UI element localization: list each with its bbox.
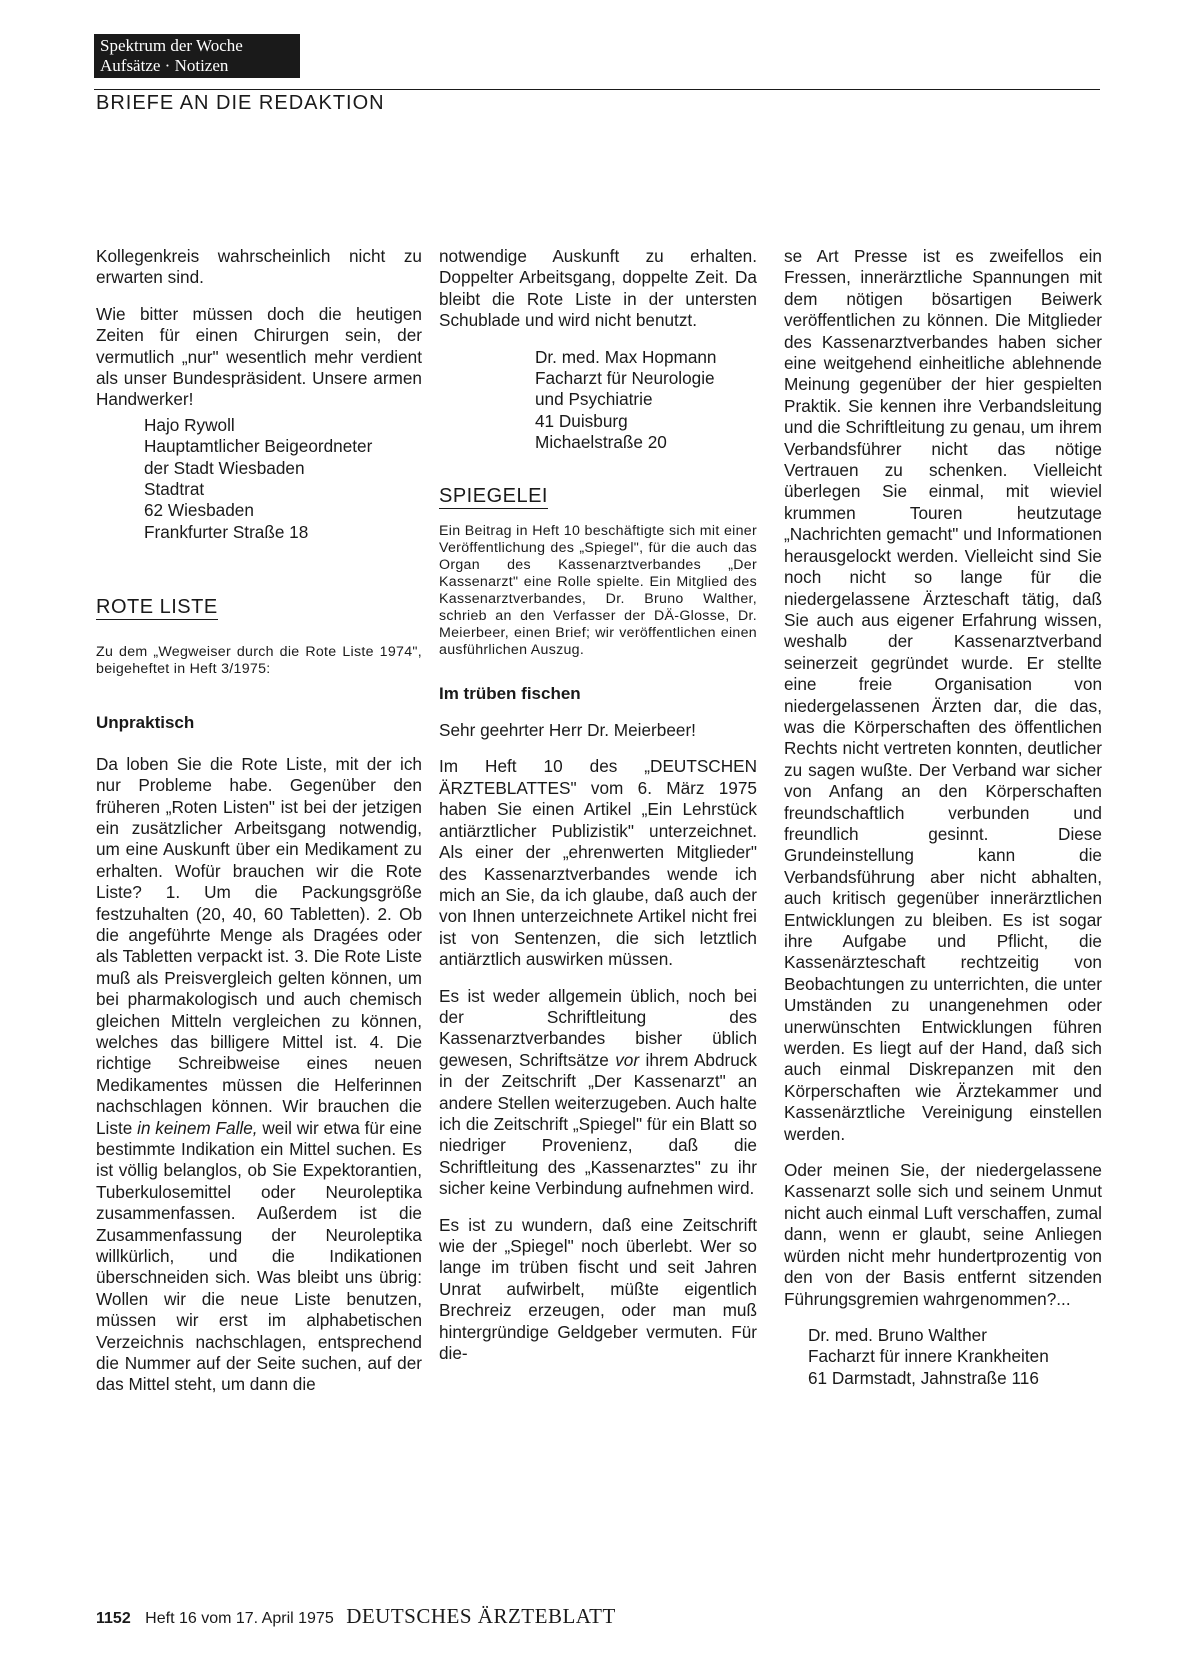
- signature-line: Frankfurter Straße 18: [144, 521, 309, 542]
- signature-line: Facharzt für Neurologie: [535, 368, 715, 389]
- col2-paragraph-1: notwendige Auskunft zu erhalten. Doppelter Arbeitsgang, doppelte Zeit. Da bleibt die Rote Liste in der untersten Schublade und wird nicht benutzt.: [439, 246, 757, 331]
- column-3: [784, 246, 1102, 1389]
- signature-hopmann: [439, 347, 757, 454]
- subhead-unpraktisch: Unpraktisch: [96, 713, 195, 733]
- col1-paragraph-2: Wie bitter müssen doch die heutigen Zeiten für einen Chirurgen sein, der vermutlich „nur" wesentlich mehr verdient als unser Bundespräsident. Unsere armen Handwerker!: [96, 303, 422, 410]
- signature-line: Facharzt für innere Krankheiten: [808, 1346, 1049, 1367]
- col2-paragraph-4: Es ist zu wundern, daß eine Zeitschrift wie der „Spiegel" noch überlebt. Wer so lange im trüben fischt und seit Jahren Unrat aufwirbelt, müßte eigentlich Brechreiz erzeugen, oder man muß hintergründige Geldgeber vermuten. Für die-: [439, 1214, 757, 1364]
- col3-paragraph-1: se Art Presse ist es zweifellos ein Fressen, innerärztliche Spannungen mit dem nötigen bösartigen Beiwerk veröffentlichen zu können. Die Mitglieder des Kassenarztverbandes haben sicher eine weitgehend einheitliche ablehnende Meinung gegenüber der hier gespielten Praktik. Sie kennen ihre Verbandsleitung und die Schriftleitung zu genau, um ihrem Verbandsführer nicht das nötige Vertrauen zu schenken. Vielleicht überlegen Sie einmal, mit wieviel krummen Touren heutzutage „Nachrichten gemacht" und Informationen herausgelockt werden. Vielleicht sind Sie noch nicht so lange für die niedergelassene Ärzteschaft tätig, daß Sie auch aus eigener Erfahrung wissen, weshalb der Kassenarztverband seinerzeit gegründet wurde. Er stellte eine freie Organisation von niedergelassenen Ärzten dar, die das, was die Körperschaften des öffentlichen Rechts nicht vertreten konnten, deutlicher zu sagen wußte. Der Verband war sicher von Anfang an den Körperschaften freundschaftlich verbunden und freundlich gesinnt. Diese Grundeinstellung kann die Verbandsführung aber nicht abhalten, auch kritisch gegenüber innerärztlichen Entwicklungen zu bleiben. Es ist sogar ihre Aufgabe und Pflicht, die Kassenärzteschaft rechtzeitig von Beobachtungen zu unterrichten, die unter Umständen zu unangenehmen oder unerwünschten Entwicklungen führen werden. Es liegt auf der Hand, daß sich auch einmal Diskrepanzen mit den Körperschaften wie Ärztekammer und Kassenärztliche Vereinigung einstellen werden.: [784, 246, 1102, 1144]
- section-label-line2: Aufsätze · Notizen: [100, 56, 229, 75]
- column-2: [439, 246, 757, 1364]
- signature-line: Dr. med. Max Hopmann: [535, 346, 717, 367]
- page-footer: [96, 1604, 616, 1629]
- signature-line: Michaelstraße 20: [535, 432, 667, 453]
- col2-paragraph-3: Es ist weder allgemein üblich, noch bei der Schriftleitung des Kassenarztverbandes bisher üblich gewesen, Schriftsätze vor ihrem Abdruck in der Zeitschrift „Der Kassenarzt" an andere Stellen weiterzugeben. Auch halte ich die Zeitschrift „Spiegel" für ein Blatt so niedriger Provenienz, daß die Schriftleitung des „Kassenarztes" zu ihr sicher keine Verbindung aufnehmen wird.: [439, 985, 758, 1199]
- signature-line: und Psychiatrie: [535, 389, 653, 410]
- letter-body-rote-liste: Da loben Sie die Rote Liste, mit der ich nur Probleme habe. Gegenüber den früheren „Roten Listen" ist bei der jetzigen ein zusätzlicher Arbeitsgang notwendig, um eine Auskunft über ein Medikament zu erhalten. Wofür brauchen wir die Rote Liste? 1. Um die Packungsgröße festzuhalten (20, 40, 60 Tabletten). 2. Ob die angeführte Menge als Dragées oder als Tabletten verpackt ist. 3. Die Rote Liste muß als Preisvergleich gelten können, um bei pharmakologisch und auch chemisch gleichen Mitteln vergleichen zu können, welches das billigere Mittel ist. 4. Die richtige Schreibweise eines neuen Medikamentes müssen die Helferinnen nachschlagen können. Wir brauchen die Liste in keinem Falle, weil wir etwa für eine bestimmte Indikation ein Mittel suchen. Es ist völlig belanglos, ob Sie Expektorantien, Tuberkulosemittel oder Neuroleptika zusammenfassen. Außerdem ist die Zusammenfassung der Neuroleptika willkürlich, und die Indikationen überschneiden sich. Was bleibt uns übrig: Wollen wir die neue Liste benutzen, müssen wir erst im alphabetischen Verzeichnis nachschlagen, entsprechend die Nummer auf der Seite suchen, auf der das Mittel steht, um dann die: [96, 753, 422, 1395]
- salutation: Sehr geehrter Herr Dr. Meierbeer!: [439, 720, 696, 741]
- intro-rote-liste: Zu dem „Wegweiser durch die Rote Liste 1974", beigeheftet in Heft 3/1975:: [96, 644, 422, 678]
- col3-paragraph-2: Oder meinen Sie, der niedergelassene Kassenarzt solle sich und seinem Unmut nicht auch einmal Luft verschaffen, zumal dann, wenn er glaubt, seine Anliegen würden nicht mehr hundertprozentig von den von der Basis entfernt sitzenden Führungsgremien wahrgenommen?...: [784, 1160, 1102, 1309]
- signature-line: 61 Darmstadt, Jahnstraße 116: [808, 1367, 1039, 1388]
- rubric-spiegelei: SPIEGELEI: [439, 484, 548, 507]
- rubric-rote-liste: ROTE LISTE: [96, 596, 218, 619]
- signature-rywoll: [96, 415, 422, 543]
- signature-line: Stadtrat: [144, 479, 205, 500]
- signature-line: Hajo Rywoll: [144, 414, 235, 435]
- signature-walther: [784, 1325, 1102, 1389]
- emphasis: in keinem Falle,: [137, 1117, 258, 1138]
- column-1: [96, 246, 422, 1396]
- col2-paragraph-2: Im Heft 10 des „DEUTSCHEN ÄRZTEBLATTES" vom 6. März 1975 haben Sie einen Artikel „Ein Lehrstück antiärztlicher Publizistik" unterzeichnet. Als einer der „ehrenwerten Mitglieder" des Kassenarztverbandes wende ich mich an Sie, da ich glaube, daß auch der von Ihnen unterzeichnete Artikel nicht frei ist von Sentenzen, die sich letztlich antiärztlich auswirken müssen.: [439, 756, 757, 970]
- signature-line: Hauptamtlicher Beigeordneter: [144, 436, 373, 457]
- subhead-im-trueben-fischen: Im trüben fischen: [439, 683, 581, 703]
- emphasis: vor: [615, 1049, 640, 1070]
- section-label-box: [94, 34, 300, 78]
- page-number: 1152: [96, 1610, 131, 1627]
- intro-spiegelei: Ein Beitrag in Heft 10 beschäftigte sich mit einer Veröffentlichung des „Spiegel", für die auch das Organ des Kassenarztverbandes „Der Kassenarzt" eine Rolle spielte. Ein Mitglied des Kassenarztverbandes, Dr. Bruno Walther, schrieb an den Verfasser der DÄ-Glosse, Dr. Meierbeer, einen Brief; wir veröffentlichen einen ausführlichen Auszug.: [439, 522, 757, 658]
- section-title: BRIEFE AN DIE REDAKTION: [96, 92, 385, 114]
- publication-name: DEUTSCHES ÄRZTEBLATT: [346, 1604, 616, 1628]
- signature-line: 41 Duisburg: [535, 410, 628, 431]
- col1-paragraph-1: Kollegenkreis wahrscheinlich nicht zu erwarten sind.: [96, 246, 422, 288]
- header-rule: [94, 89, 1100, 90]
- signature-line: 62 Wiesbaden: [144, 500, 254, 521]
- signature-line: der Stadt Wiesbaden: [144, 457, 305, 478]
- issue-info: Heft 16 vom 17. April 1975: [145, 1610, 334, 1627]
- signature-line: Dr. med. Bruno Walther: [808, 1324, 987, 1345]
- section-label-line1: Spektrum der Woche: [100, 36, 243, 55]
